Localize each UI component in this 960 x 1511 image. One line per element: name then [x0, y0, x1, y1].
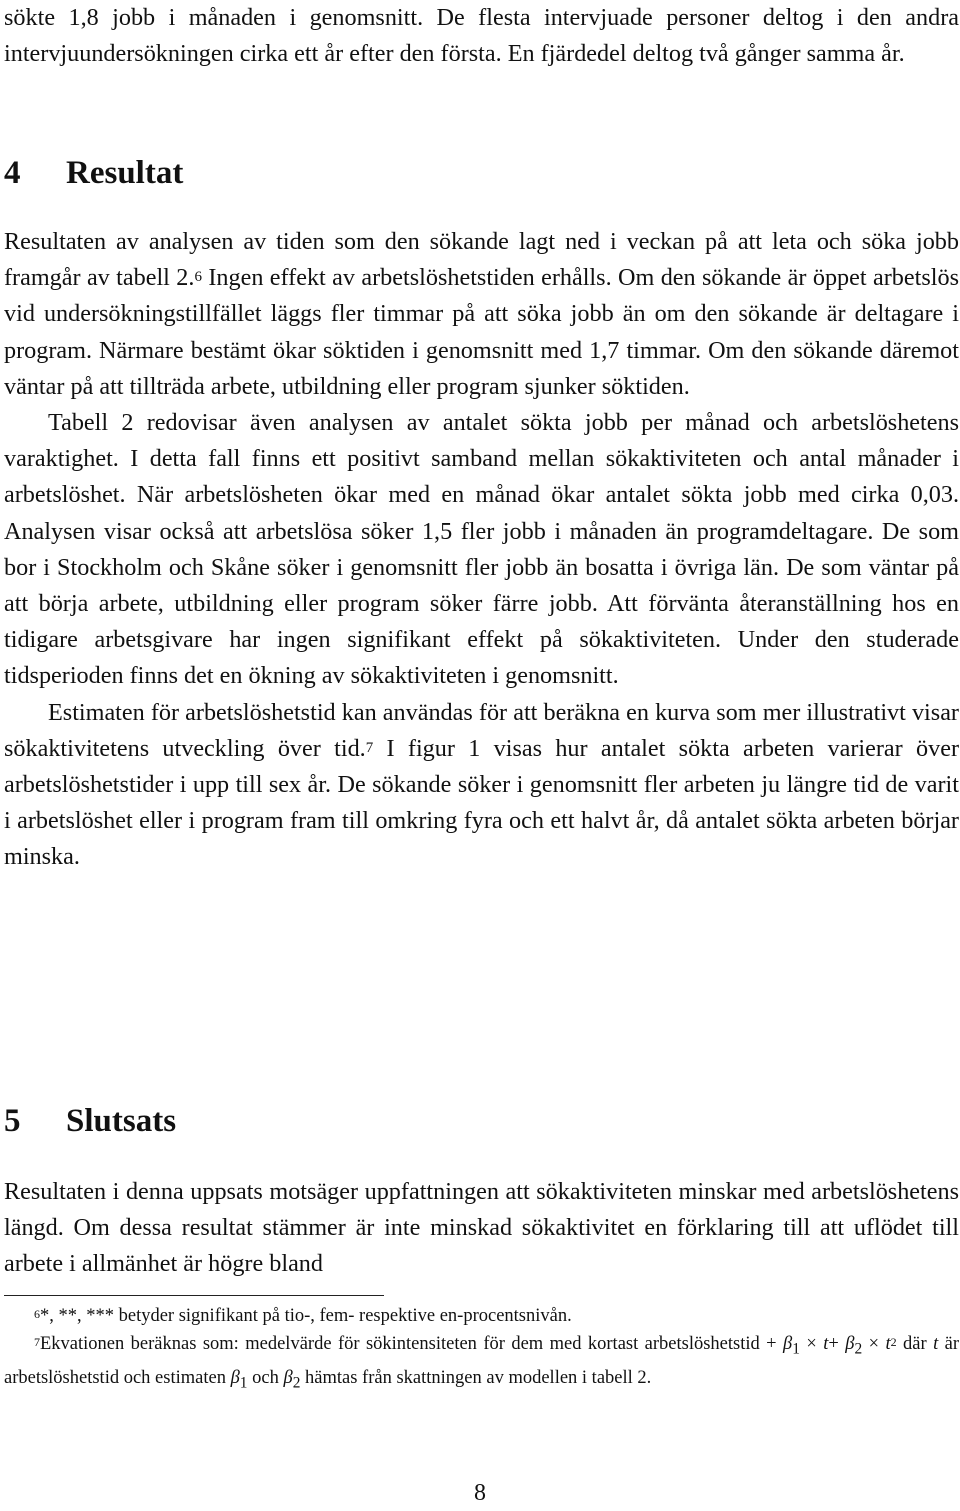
lead-paragraph-text: sökte 1,8 jobb i månaden i genomsnitt. De flesta intervjuade personer deltog i den andra intervjuundersökningen cirka ett år efter den första. En fjärdedel deltog två gånger samma år. [4, 4, 959, 68]
beta-symbol: β [283, 1367, 293, 1388]
footnote-ref-7[interactable]: 7 [365, 739, 374, 756]
footnote-mark: 7 [34, 1335, 40, 1349]
math-operator: × [862, 1334, 886, 1354]
footnote-text: där [896, 1334, 934, 1354]
resultat-paragraph-1 [4, 224, 959, 405]
footnote-mark: 6 [34, 1307, 40, 1321]
footnote-text: hämtas från skattningen av modellen i tabell 2. [300, 1367, 652, 1388]
section-heading-resultat [4, 153, 183, 193]
resultat-paragraph-2: Tabell 2 redovisar även analysen av antalet sökta jobb per månad och arbetslöshetens varaktighet. I detta fall finns ett positivt samband mellan sökaktiviteten och antal månader i arbetslöshet. När arbetslösheten ökar med en månad ökar antalet sökta jobb med cirka 0,03. Analysen visar också att arbetslösa söker 1,5 fler jobb i månaden än programdeltagare. De som bor i Stockholm och Skåne söker i genomsnitt fler jobb än bosatta i övriga län. De som väntar på att börja arbete, utbildning eller program söker färre jobb. Att förvänta återanställning hos en tidigare arbetsgivare har ingen signifikant effekt på sökaktiviteten. Under den studerade tidsperioden finns det en ökning av sökaktiviteten i genomsnitt. [4, 409, 959, 690]
footnote-text: *, **, *** betyder signifikant på tio-, fem- respektive en-procentsnivån. [40, 1306, 572, 1326]
subscript: 2 [292, 1374, 301, 1392]
beta-symbol: β [845, 1334, 855, 1354]
math-operator: × [799, 1334, 824, 1354]
footnote-text: Ekvationen beräknas som: medelvärde för sökintensiteten för dem med kortast arbetslöshetstid + [40, 1334, 784, 1354]
math-variable: t [823, 1334, 829, 1354]
section-title: Resultat [66, 155, 184, 191]
beta-symbol: β [230, 1367, 240, 1388]
slutsats-paragraph-1: Resultaten i denna uppsats motsäger uppfattningen att sökaktiviteten minskar med arbetslöshetens längd. Om dessa resultat stämmer är inte minskad sökaktivitet en förklaring till att uflödet till arbete i allmänhet är högre bland [4, 1178, 959, 1278]
paragraph-text: Resultaten av analysen av tiden som den sökande lagt ned i veckan på att leta och söka jobb framgår av tabell 2. [4, 228, 959, 292]
subscript: 1 [792, 1340, 800, 1358]
footnote-text: och [247, 1367, 284, 1388]
resultat-paragraph-3 [4, 695, 959, 876]
math-variable: t [933, 1334, 939, 1354]
footnote-text: är arbetslöshetstid och estimaten [4, 1334, 959, 1388]
lead-paragraph [4, 0, 959, 72]
subscript: 1 [239, 1374, 248, 1392]
math-variable: t [885, 1334, 891, 1354]
section-number: 4 [4, 155, 21, 191]
paragraph-text: I figur 1 visas hur antalet sökta arbeten varierar över arbetslöshetstider i upp till sex år. De sökande söker i genomsnitt fler arbeten ju längre tid de varit i arbetslöshet eller i program fram till omkring fyra och ett halvt år, då antalet sökta arbeten börjar minska. [4, 734, 959, 871]
footnote-7 [4, 1330, 959, 1397]
subscript: 2 [854, 1340, 863, 1358]
section-title: Slutsats [66, 1103, 177, 1139]
footnote-separator [4, 1295, 384, 1296]
section-slutsats-body [4, 1174, 959, 1283]
page-number: 8 [474, 1480, 486, 1506]
footnotes [4, 1302, 959, 1397]
beta-symbol: β [783, 1334, 793, 1354]
footnote-ref-6[interactable]: 6 [194, 269, 202, 286]
superscript: 2 [890, 1335, 897, 1349]
paragraph-text: Estimaten för arbetslöshetstid kan användas för att beräkna en kurva som mer illustrativt visar sökaktivitetens utveckling över tid. [4, 698, 959, 762]
footnote-6 [4, 1302, 959, 1330]
math-operator: + [828, 1334, 846, 1354]
section-resultat-body [4, 224, 959, 876]
paragraph-text: Ingen effekt av arbetslöshetstiden erhålls. Om den sökande är öppet arbetslös vid undersökningstillfället läggs fler timmar på att söka jobb än om den sökande är deltagare i program. Närmare bestämt ökar söktiden i genomsnitt med 1,7 timmar. Om den sökande däremot väntar på att tillträda arbete, utbildning eller program sjunker söktiden. [4, 264, 959, 400]
section-number: 5 [4, 1103, 21, 1139]
section-heading-slutsats [4, 1101, 176, 1141]
